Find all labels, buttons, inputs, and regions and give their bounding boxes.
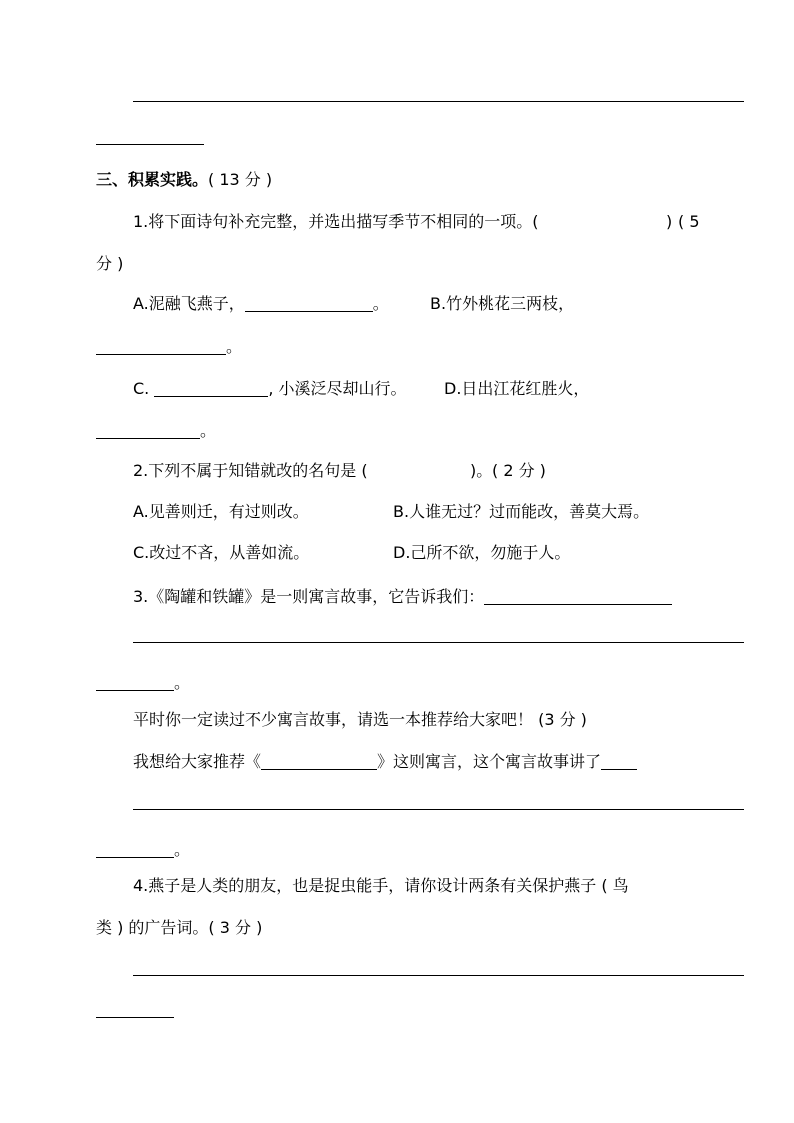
fill-blank[interactable] [96,422,200,439]
option-2a: A.见善则迁，有过则改。 [133,502,309,521]
option-2d: D.己所不欲，勿施于人。 [393,543,571,562]
answer-line[interactable] [133,642,744,643]
fill-blank[interactable] [245,295,373,312]
option-1d: D.日出江花红胜火， [444,379,590,398]
option-1d-answer: 。 [96,421,216,441]
question-1-score-close: 分 ) [96,254,124,273]
answer-line[interactable] [133,809,744,810]
question-3-prompt: 平时你一定读过不少寓言故事，请选一本推荐给大家吧！ (3 分 ) [133,710,587,729]
fill-blank[interactable] [261,753,377,770]
question-3-answer-end: 。 [96,673,190,693]
answer-line[interactable] [133,101,744,102]
question-2-text: 2.下列不属于知错就改的名句是 ( [133,461,368,480]
question-3-text: 3.《陶罐和铁罐》是一则寓言故事，它告诉我们： [133,587,672,607]
fill-blank[interactable] [96,338,226,355]
question-1-paren-close: ) [666,212,673,231]
question-4-line-1: 4.燕子是人类的朋友，也是捉虫能手，请你设计两条有关保护燕子 ( 鸟 [133,876,629,895]
fill-blank[interactable] [601,753,637,770]
question-3-recommend-end: 。 [96,840,190,860]
fill-blank[interactable] [96,841,174,858]
question-4-line-2: 类 ) 的广告词。( 3 分 ) [96,918,263,937]
section-heading [96,170,272,190]
option-1b: B.竹外桃花三两枝， [430,294,575,313]
option-1a: A.泥融飞燕子， 。 [133,294,389,313]
fill-blank[interactable] [154,380,268,397]
fill-blank[interactable] [484,588,672,605]
question-2-paren-close: )。 [470,461,493,480]
option-2b: B.人谁无过？过而能改，善莫大焉。 [393,502,650,521]
question-2-score: ( 2 分 ) [492,461,546,480]
answer-line[interactable] [96,144,204,145]
answer-line[interactable] [133,975,744,976]
answer-line[interactable] [96,1017,174,1018]
question-1-text: 1.将下面诗句补充完整，并选出描写季节不相同的一项。( [133,212,539,231]
question-1-score-open: ( 5 [678,212,700,231]
option-1b-answer: 。 [96,337,242,357]
option-1c: C. , 小溪泛尽却山行。 [133,379,407,398]
fill-blank[interactable] [96,674,174,691]
section-title: 三、积累实践。 [96,170,209,189]
option-2c: C.改过不吝，从善如流。 [133,543,310,562]
question-3-recommend: 我想给大家推荐《 》这则寓言，这个寓言故事讲了 [133,752,637,772]
section-score: ( 13 分 ) [208,170,273,189]
